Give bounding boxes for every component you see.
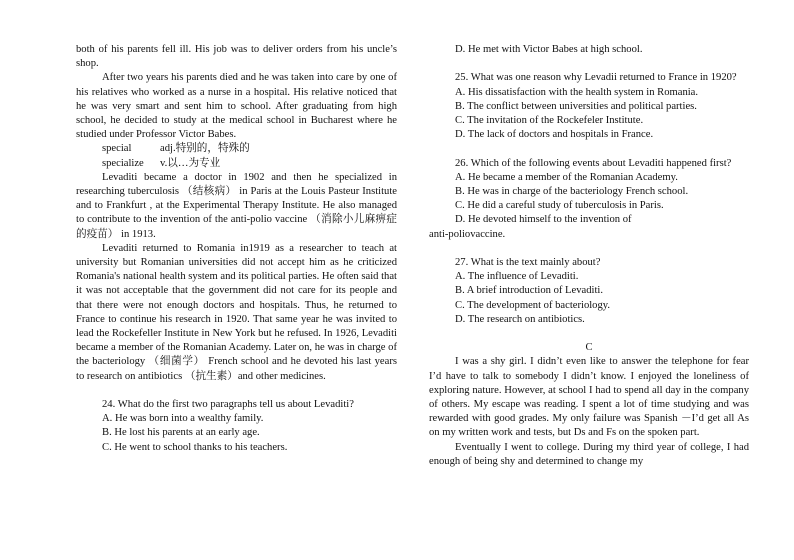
q24-option-c: C. He went to school thanks to his teachers. <box>102 441 288 453</box>
question-25-stem: 25. What was one reason why Levadii returned to France in 1920? <box>455 72 737 84</box>
q25-option-b: B. The conflict between universities and political parties. <box>455 100 697 112</box>
q26-option-d-cont: anti-poliovaccine. <box>429 228 506 240</box>
q26-option-c: C. He did a careful study of tuberculosis in Paris. <box>455 200 664 212</box>
paragraph-continuation: both of his parents fell ill. His job was to deliver orders from his uncle’s shop. <box>76 44 397 70</box>
section-heading-c: C <box>585 342 593 354</box>
paragraph-doctor: Levaditi became a doctor in 1902 and then he specialized in researching tuberculosis （结核病） in Paris at the Louis Pasteur Institute and to Frankfurt , at the Experimental Therapy Institute. He also managed to contribute to the invention of the anti-polio vaccine （消除小儿麻痹症的疫苗） in 1913. <box>76 171 397 240</box>
question-27-stem: 27. What is the text mainly about? <box>455 257 601 268</box>
question-26-stem: 26. Which of the following events about Levaditi happened first? <box>455 157 732 169</box>
paragraph-college: Eventually I went to college. During my third year of college, I had enough of being shy and determined to change my <box>429 441 749 467</box>
vocab-def: v.以…为专业 <box>160 157 221 169</box>
paragraph-parents-died: After two years his parents died and he was taken into care by one of his relatives who worked as a nurse in a hospital. His relative noticed that he was very smart and sent him to school. After graduating from high school, he decided to study at the medical school in Bucharest where he studied under Professor Victor Babes. <box>76 72 397 141</box>
q26-option-b: B. He was in charge of the bacteriology French school. <box>455 186 689 197</box>
q25-option-d: D. The lack of doctors and hospitals in France. <box>455 129 654 141</box>
vocab-special <box>76 142 397 156</box>
right-column <box>429 43 749 469</box>
q27-option-d: D. The research on antibiotics. <box>455 313 585 325</box>
q25-option-a: A. His dissatisfaction with the health system in Romania. <box>455 86 699 98</box>
paragraph-romania: Levaditi returned to Romania in1919 as a researcher to teach at university but Romanian universities did not accept him as he criticized Romania's national health system and its political parties. He often said that it was not acceptable that the government did not care for its people and that there were not enough doctors and hospitals. Thus, he returned to France to continue his research in 1920. That same year he was invited to lead the Rockefeller Institute in New York but he refused. In 1926, Levaditi became a member of the Romanian Academy. Later on, he was in charge of the bacteriology （细菌学） French school and he devoted his last years to research on antibiotics （抗生素）and other medicines. <box>76 242 397 382</box>
q26-option-a: A. He became a member of the Romanian Academy. <box>455 171 678 183</box>
vocab-word: special <box>102 143 132 155</box>
q25-option-c: C. The invitation of the Rockefeler Institute. <box>455 115 644 126</box>
vocab-specialize <box>76 157 397 171</box>
q27-option-b: B. A brief introduction of Levaditi. <box>455 285 603 297</box>
q24-option-b: B. He lost his parents at an early age. <box>102 427 260 439</box>
q27-option-c: C. The development of bacteriology. <box>455 299 611 311</box>
q27-option-a: A. The influence of Levaditi. <box>455 271 579 283</box>
vocab-def: adj.特别的，特殊的 <box>160 143 250 155</box>
q24-option-d: D. He met with Victor Babes at high school. <box>455 44 643 55</box>
q24-option-a: A. He was born into a wealthy family. <box>102 413 264 425</box>
vocab-word: specialize <box>102 157 144 169</box>
paragraph-shy-girl: I was a shy girl. I didn’t even like to answer the telephone for fear I’d have to talk to somebody I didn’t know. I enjoyed the loneliness of exploring nature. However, at school I had to spend all day in the company of others. My escape was reading. I spent a lot of time studying and was rewarded with good grades. My only failure was Spanish －I’d get all As on my written work and tests, but Ds and Fs on the spoken part. <box>429 356 749 439</box>
q26-option-d: D. He devoted himself to the invention of <box>455 214 632 226</box>
left-column <box>76 43 397 455</box>
question-24-stem: 24. What do the first two paragraphs tell us about Levaditi? <box>102 399 354 411</box>
